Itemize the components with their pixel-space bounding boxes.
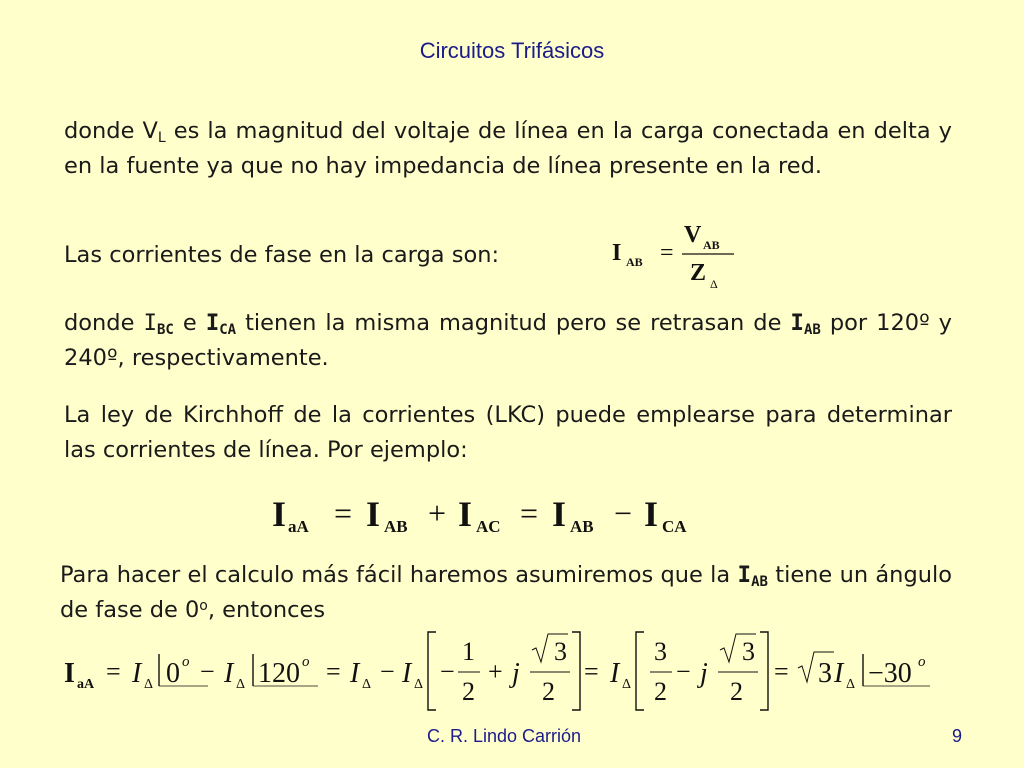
eq3-angle-120: 120 [258, 658, 300, 689]
eq2-term5-sub: CA [662, 517, 687, 536]
eq3-eq4: = [774, 657, 789, 686]
eq2-term4: I [552, 494, 567, 534]
eq3-bracket-left-2 [636, 632, 644, 710]
eq1-den-sub: Δ [710, 277, 718, 291]
eq3-j-1: j [512, 658, 520, 689]
eq3-bracket-left-1 [428, 632, 436, 710]
eq3-frac3-num: 3 [654, 637, 667, 666]
eq3-deg-2: o [302, 654, 310, 670]
eq2-term2-sub: AB [384, 517, 408, 536]
eq3-eq1: = [106, 657, 121, 686]
eq3-delta-5: Δ [622, 677, 632, 692]
eq2-term4-sub: AB [570, 517, 594, 536]
eq3-I-5: I [610, 658, 620, 689]
eq2-term3: I [458, 494, 473, 534]
paragraph-voltage: donde $V_L$ es la magnitud del voltaje de línea en la carga conectada en delta y en la fuente ya que no hay impedancia de línea presente en la red. [64, 118, 953, 179]
eq2-term2: I [366, 494, 381, 534]
footer-author: C. R. Lindo Carrión [427, 726, 582, 746]
eq2-op2: + [428, 495, 447, 531]
eq3-deg-3: o [918, 654, 926, 670]
eq3-minus-2: − [380, 657, 395, 686]
equation-expansion [60, 628, 940, 714]
eq2-op4: − [614, 495, 633, 531]
eq3-delta-1: Δ [144, 677, 154, 692]
eq3-eq3: = [584, 657, 599, 686]
eq3-bracket-right-2 [760, 632, 768, 710]
eq3-lhs-sub: aA [77, 677, 95, 692]
paragraph-phase-currents: Las corrientes de fase en la carga son: [64, 242, 500, 268]
eq3-I-1: I [132, 658, 142, 689]
eq1-den: Z [690, 260, 707, 286]
paragraph-lagging: donde $I_{BC}$ e $I_{CA}$ tienen la misma magnitud pero se retrasan de $I_{AB}$ por 120º y 240º, respectivamente. [64, 310, 952, 371]
equation-expansion-svg [60, 628, 940, 714]
eq3-frac2-den: 2 [542, 677, 555, 706]
equation-phase-current [606, 218, 746, 298]
eq3-deg-1: o [182, 654, 190, 670]
equation-line-current [268, 488, 708, 544]
paragraph-assumption: Para hacer el calculo más fácil haremos asumiremos que la $I_{AB}$ tiene un ángulo de fase de 0$^o$, entonces [60, 562, 952, 623]
eq3-I-2: I [224, 658, 234, 689]
footer-page-number: 9 [952, 726, 963, 746]
eq3-minus-4: − [676, 657, 691, 686]
eq3-frac3-den: 2 [654, 677, 667, 706]
eq3-delta-6: Δ [846, 677, 856, 692]
eq3-lhs: I [64, 658, 75, 689]
eq1-num: V [684, 222, 702, 248]
eq3-minus-3: − [440, 657, 455, 686]
eq3-frac4-num: 3 [742, 637, 755, 666]
eq3-delta-4: Δ [414, 677, 424, 692]
equation-phase-current-svg [606, 218, 746, 298]
eq1-num-sub: AB [703, 238, 720, 252]
eq3-delta-3: Δ [362, 677, 372, 692]
eq3-angle-0: 0 [166, 658, 180, 689]
eq3-frac4-den: 2 [730, 677, 743, 706]
eq3-I-4: I [402, 658, 412, 689]
eq2-op1: = [334, 495, 353, 531]
eq1-lhs-sub: AB [626, 255, 643, 269]
eq3-j-2: j [700, 658, 708, 689]
eq3-delta-2: Δ [236, 677, 246, 692]
eq1-eq: = [660, 240, 674, 266]
eq3-sqrt3-value: 3 [818, 658, 832, 689]
eq3-I-3: I [350, 658, 360, 689]
eq2-term5: I [644, 494, 659, 534]
eq2-term3-sub: AC [476, 517, 501, 536]
slide-title: Circuitos Trifásicos [419, 38, 605, 63]
eq3-bracket-right-1 [572, 632, 580, 710]
eq3-I-6: I [834, 658, 844, 689]
eq3-minus-1: − [200, 657, 215, 686]
eq2-op3: = [520, 495, 539, 531]
eq3-frac1-num: 1 [462, 637, 475, 666]
eq1-lhs: I [612, 240, 622, 266]
eq3-angle-neg30: −30 [868, 658, 912, 689]
equation-line-current-svg [268, 488, 708, 544]
eq3-plus: + [488, 657, 503, 686]
eq3-eq2: = [326, 657, 341, 686]
eq3-frac1-den: 2 [462, 677, 475, 706]
paragraph-kirchhoff: La ley de Kirchhoff de la corrientes (LKC) puede emplearse para determinar las corrientes de línea. Por ejemplo: [64, 402, 952, 463]
eq2-term1-sub: aA [288, 517, 309, 536]
eq3-frac2-num: 3 [554, 637, 567, 666]
eq2-term1: I [272, 494, 287, 534]
